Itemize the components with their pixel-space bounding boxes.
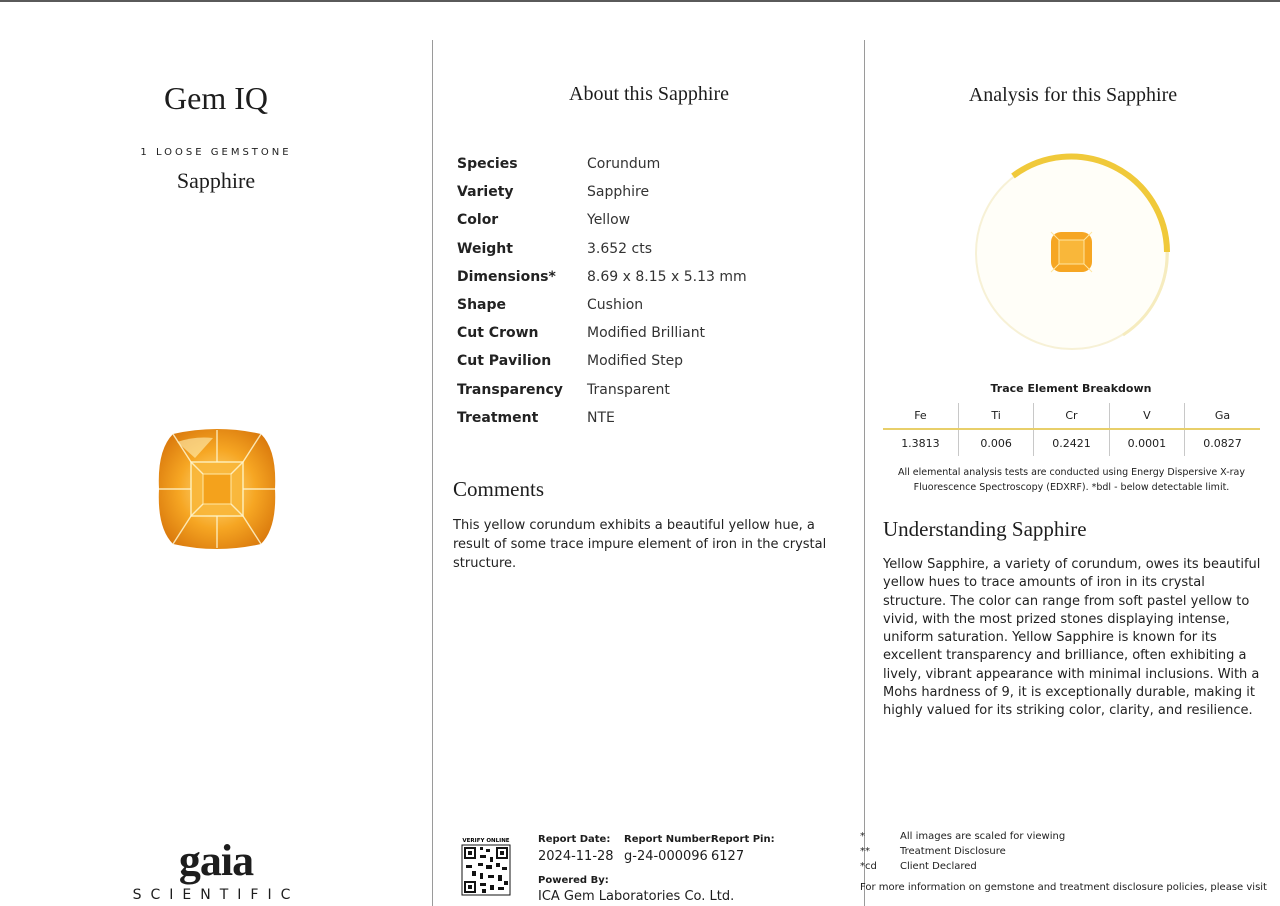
element-symbol: Fe [883,403,958,429]
spec-label: Cut Crown [457,325,539,342]
analysis-title: Analysis for this Sapphire [968,84,1178,106]
comments-title: Comments [453,477,545,501]
spec-value: Sapphire [587,184,650,201]
legend-mark-2: ** [860,846,870,857]
gemstone-count: 1 LOOSE GEMSTONE [140,147,292,158]
spec-row [457,150,747,178]
spec-value: Cushion [587,297,644,314]
powered-by-label: Powered By: [538,875,609,886]
legend-text-3: Client Declared [900,861,977,872]
legend-text-2: Treatment Disclosure [900,846,1006,857]
color-gauge-ring [973,152,1171,354]
spec-table [457,150,747,432]
spec-label: Shape [457,297,507,314]
spec-value: Corundum [587,156,661,173]
column-divider-left [432,40,433,906]
element-value: 1.3813 [901,436,940,450]
top-border [0,0,1280,2]
report-date: 2024-11-28 [538,849,614,864]
powered-by-name: ICA Gem Laboratories Co. Ltd. [538,889,735,904]
element-symbol: Ti [958,403,1033,429]
element-value: 0.0001 [1109,429,1184,456]
element-value: 0.2421 [1034,429,1109,456]
legend-mark-1: * [860,831,865,842]
more-info-text: For more information on gemstone and treatment disclosure policies, please visit [860,882,1267,893]
spec-value: Yellow [587,212,631,229]
spec-row [457,178,747,206]
spec-label: Species [457,156,518,173]
report-pin: 6127 [711,849,745,864]
stone-name: Sapphire [176,168,256,193]
element-value: 0.0827 [1185,429,1260,456]
spec-label: Weight [457,240,513,257]
trace-element-table [883,403,1260,456]
report-date-label: Report Date: [538,834,611,845]
report-number: g-24-000096 [624,849,708,864]
spec-value: Modified Brilliant [587,325,706,342]
trace-note: All elemental analysis tests are conducted using Energy Dispersive X-ray Fluorescence Spectroscopy (EDXRF). *bdl - below detectable limit. [897,467,1245,493]
report-pin-label: Report Pin: [711,834,775,845]
element-symbol: Ga [1185,403,1260,429]
spec-value: Modified Step [587,353,684,370]
about-title: About this Sapphire [569,83,729,105]
spec-value: 3.652 cts [587,240,653,257]
spec-row [457,376,747,404]
spec-label: Transparency [457,381,563,398]
legend-text-1: All images are scaled for viewing [900,831,1066,842]
spec-label: Dimensions* [457,268,556,285]
spec-value: NTE [587,409,615,426]
spec-row [457,291,747,319]
spec-row [457,235,747,263]
element-symbol: V [1109,403,1184,429]
qr-code-icon[interactable] [450,835,522,897]
spec-row [457,404,747,432]
report-number-label: Report Number: [624,834,715,845]
spec-label: Variety [457,184,514,201]
element-value: 0.006 [958,429,1033,456]
spec-label: Treatment [457,409,539,426]
legend-mark-3: *cd [860,861,877,872]
column-divider-right [864,40,865,906]
spec-label: Color [457,212,499,229]
spec-row [457,263,747,291]
spec-label: Cut Pavilion [457,353,552,370]
trace-title: Trace Element Breakdown [990,382,1152,395]
element-symbol: Cr [1034,403,1109,429]
spec-value: Transparent [587,381,670,398]
spec-value: 8.69 x 8.15 x 5.13 mm [587,268,747,285]
understanding-title: Understanding Sapphire [883,517,1087,541]
spec-row [457,347,747,375]
gaia-logo: gaia [178,836,254,885]
gaia-logo-sub: SCIENTIFIC [132,887,300,903]
comments-text: This yellow corundum exhibits a beautiful yellow hue, a result of some trace impure element of iron in the crystal structure. [453,518,827,571]
understanding-text: Yellow Sapphire, a variety of corundum, owes its beautiful yellow hues to trace amounts of iron in its crystal structure. The color can range from soft pastel yellow to vivid, with the most prized stones displaying intense, uniform saturation. Yellow Sapphire is known for its excellent transparency and brilliance, often exhibiting a lively, vibrant appearance with minimal inclusions. With a Mohs hardness of 9, it is exceptionally durable, making it highly valued for its striking color, clarity, and resilience. [883,557,1261,719]
gem-cushion-image [155,428,279,550]
verify-online-label: VERIFY ONLINE [462,838,510,844]
spec-row [457,319,747,347]
spec-row [457,206,747,234]
brand-title: Gem IQ [164,80,268,116]
